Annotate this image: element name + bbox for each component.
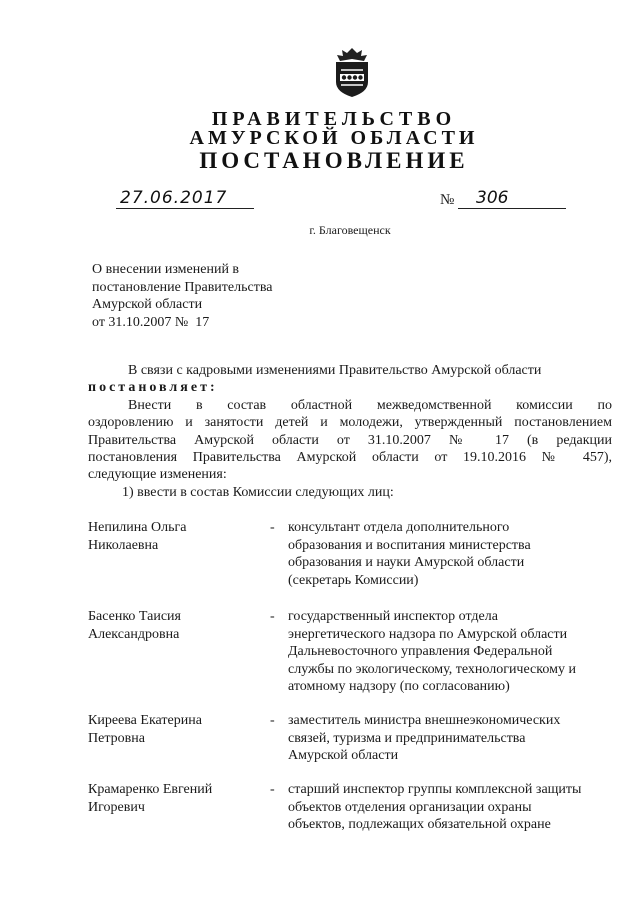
document-number: 306 <box>458 188 566 209</box>
body-text <box>88 362 612 501</box>
member-entry <box>88 608 618 698</box>
member-name: Киреева Екатерина Петровна <box>88 713 202 746</box>
member-dash: - <box>270 713 275 728</box>
subject-line: от 31.10.2007 № 17 <box>92 314 210 330</box>
member-name: Непилина Ольга Николаевна <box>88 520 187 553</box>
member-entry <box>88 781 618 835</box>
paragraph-line: оздоровлению и занятости детей и молодежи, утвержденный постановлением <box>88 415 612 431</box>
member-name: Крамаренко Евгений Игоревич <box>88 782 213 815</box>
document-type-title: ПОСТАНОВЛЕНИЕ <box>199 148 469 173</box>
member-dash: - <box>270 520 275 535</box>
member-role: консультант отдела дополнительного образования и воспитания министерства образования и науки Амурской области (секретарь Комиссии) <box>288 520 531 588</box>
member-role: заместитель министра внешнеэкономических связей, туризма и предпринимательства Амурской области <box>288 713 561 764</box>
member-entry <box>88 712 618 766</box>
subject-block <box>92 261 272 331</box>
decree-word: постановляет: <box>88 380 218 396</box>
intro-line: В связи с кадровыми изменениями Правительство Амурской области <box>128 363 542 378</box>
government-title: ПРАВИТЕЛЬСТВО <box>211 108 457 130</box>
member-dash: - <box>270 782 275 797</box>
member-entry <box>88 519 618 591</box>
paragraph-line: Правительства Амурской области от 31.10.2007 № 17 (в редакции <box>88 432 612 448</box>
subject-line: Амурской области <box>92 297 203 312</box>
document-date: 27.06.2017 <box>116 188 254 209</box>
member-dash: - <box>270 609 275 624</box>
subject-line: О внесении изменений в <box>92 262 240 277</box>
member-name: Басенко Таисия Александровна <box>88 609 181 642</box>
paragraph-line: постановления Правительства Амурской области от 19.10.2016 № 457), <box>88 450 612 466</box>
member-role: старший инспектор группы комплексной защиты объектов отделения организации охраны объектов, подлежащих обязательной охране <box>288 782 582 833</box>
city-line: г. Благовещенск <box>309 223 391 237</box>
member-role: государственный инспектор отдела энергетического надзора по Амурской области Дальневосточного управления Федеральной службы по экологическому, технологическому и атомному надзору (по согласованию) <box>288 609 576 695</box>
coat-of-arms-icon <box>330 46 374 98</box>
number-label: № <box>440 192 455 208</box>
region-title: АМУРСКОЙ ОБЛАСТИ <box>189 127 479 149</box>
paragraph-line: следующие изменения: <box>88 467 227 483</box>
paragraph-line: Внести в состав областной межведомственной комиссии по <box>128 397 612 413</box>
list-item-1: 1) ввести в состав Комиссии следующих лиц: <box>122 484 394 500</box>
subject-line: постановление Правительства <box>92 279 273 295</box>
